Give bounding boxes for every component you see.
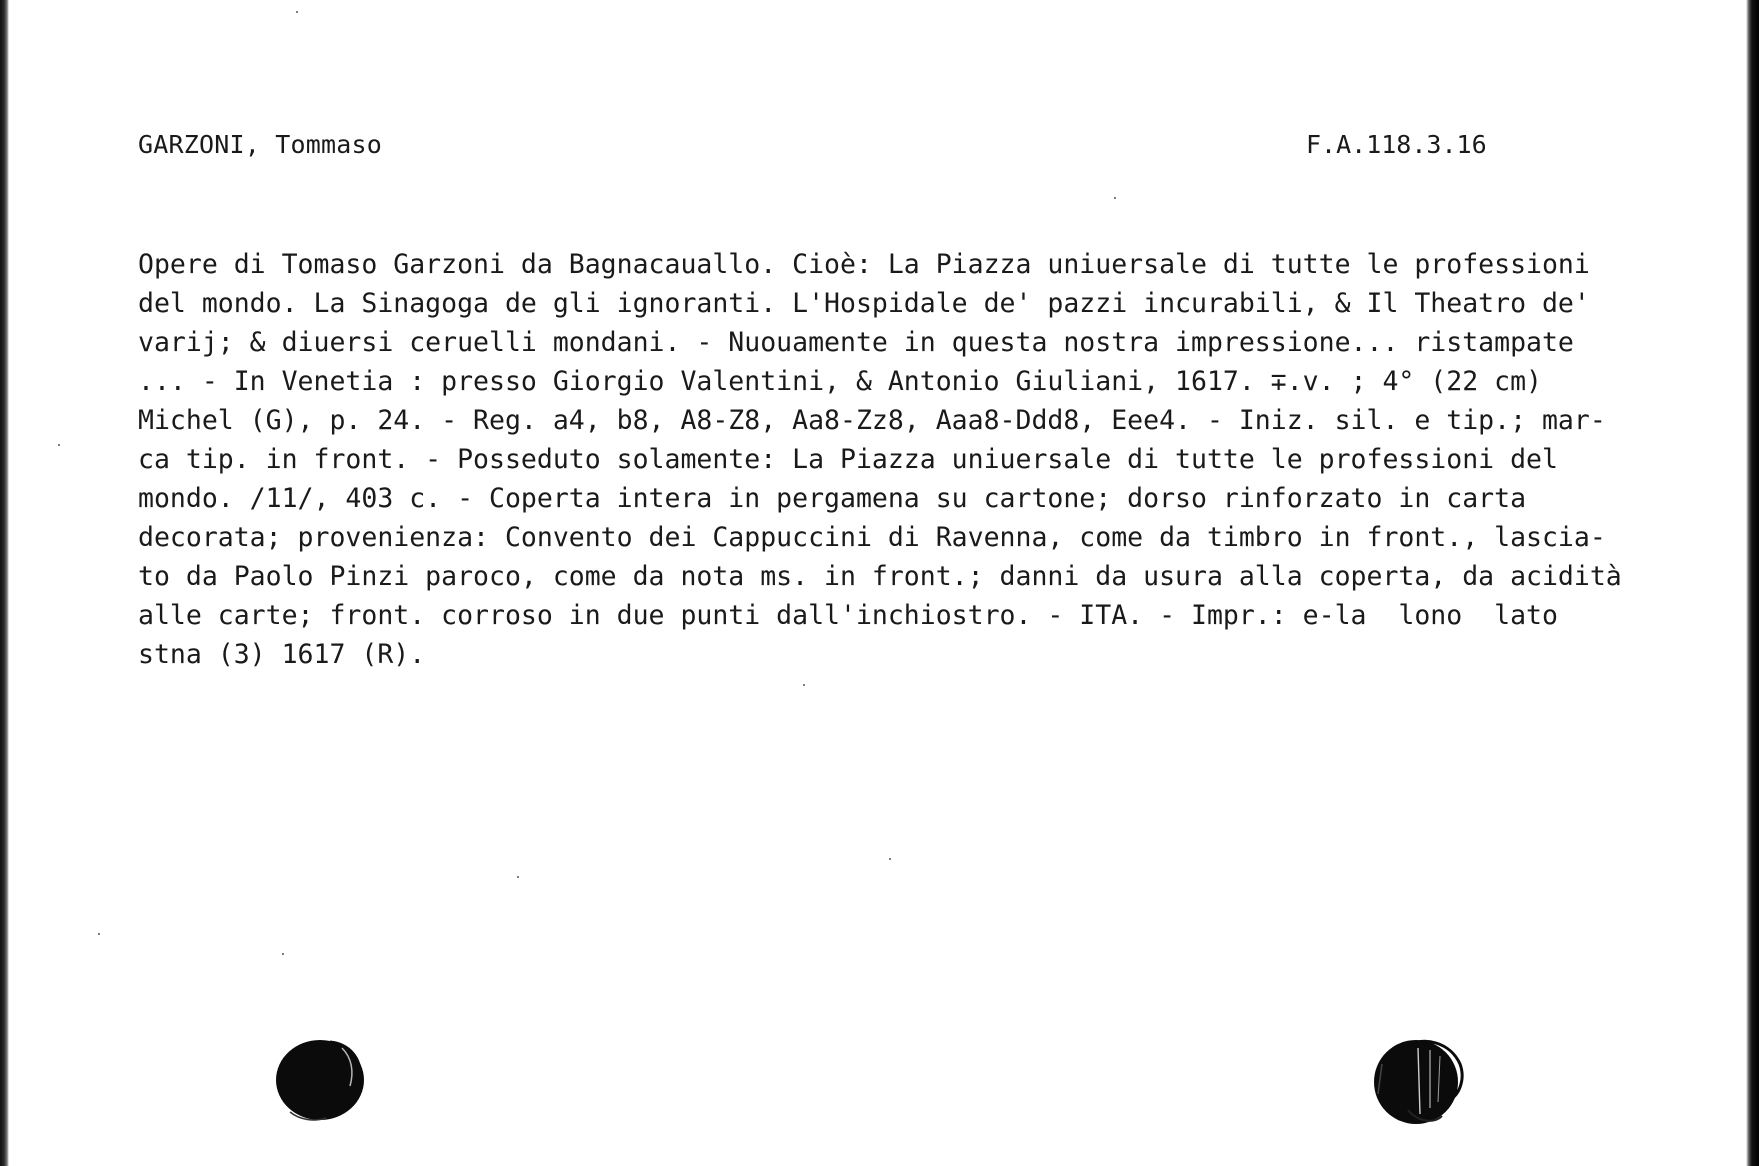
card-right-edge — [1746, 0, 1759, 1166]
description-line: Michel (G), p. 24. - Reg. a4, b8, A8-Z8, Aa8-Zz8, Aaa8-Ddd8, Eee4. - Iniz. sil. e tip.; mar- — [138, 405, 1606, 436]
shelfmark: F.A.118.3.16 — [1306, 130, 1487, 159]
description-line: del mondo. La Sinagoga de gli ignoranti. L'Hospidale de' pazzi incurabili, & Il Theatro de' — [138, 288, 1590, 319]
description-line: mondo. /11/, 403 c. - Coperta intera in pergamena su cartone; dorso rinforzato in carta — [138, 483, 1527, 514]
bibliographic-description — [138, 245, 1738, 674]
description-line: alle carte; front. corroso in due punti dall'inchiostro. - ITA. - Impr.: e-la lono lato — [138, 600, 1558, 631]
speck — [803, 684, 805, 686]
speck — [517, 876, 519, 878]
speck — [889, 858, 891, 860]
description-line: ... - In Venetia : presso Giorgio Valentini, & Antonio Giuliani, 1617. ∓.v. ; 4° (22 cm) — [138, 366, 1542, 397]
description-line: ca tip. in front. - Posseduto solamente: La Piazza uniuersale di tutte le professioni del — [138, 444, 1558, 475]
author-heading: GARZONI, Tommaso — [138, 130, 383, 159]
speck — [58, 444, 60, 446]
speck — [282, 953, 284, 955]
description-line: decorata; provenienza: Convento dei Cappuccini di Ravenna, come da timbro in front., lascia- — [138, 522, 1606, 553]
description-line: varij; & diuersi ceruelli mondani. - Nuouamente in questa nostra impressione... ristampate — [138, 327, 1574, 358]
description-line: to da Paolo Pinzi paroco, come da nota ms. in front.; danni da usura alla coperta, da acidità — [138, 561, 1622, 592]
speck — [98, 933, 100, 935]
speck — [1114, 197, 1116, 199]
description-line: Opere di Tomaso Garzoni da Bagnacauallo. Cioè: La Piazza uniuersale di tutte le professioni — [138, 249, 1590, 280]
description-line: stna (3) 1617 (R). — [138, 639, 426, 670]
binder-hole-left — [270, 1028, 374, 1128]
speck — [296, 11, 298, 13]
binder-hole-right — [1368, 1028, 1472, 1132]
card-left-edge — [0, 0, 9, 1166]
